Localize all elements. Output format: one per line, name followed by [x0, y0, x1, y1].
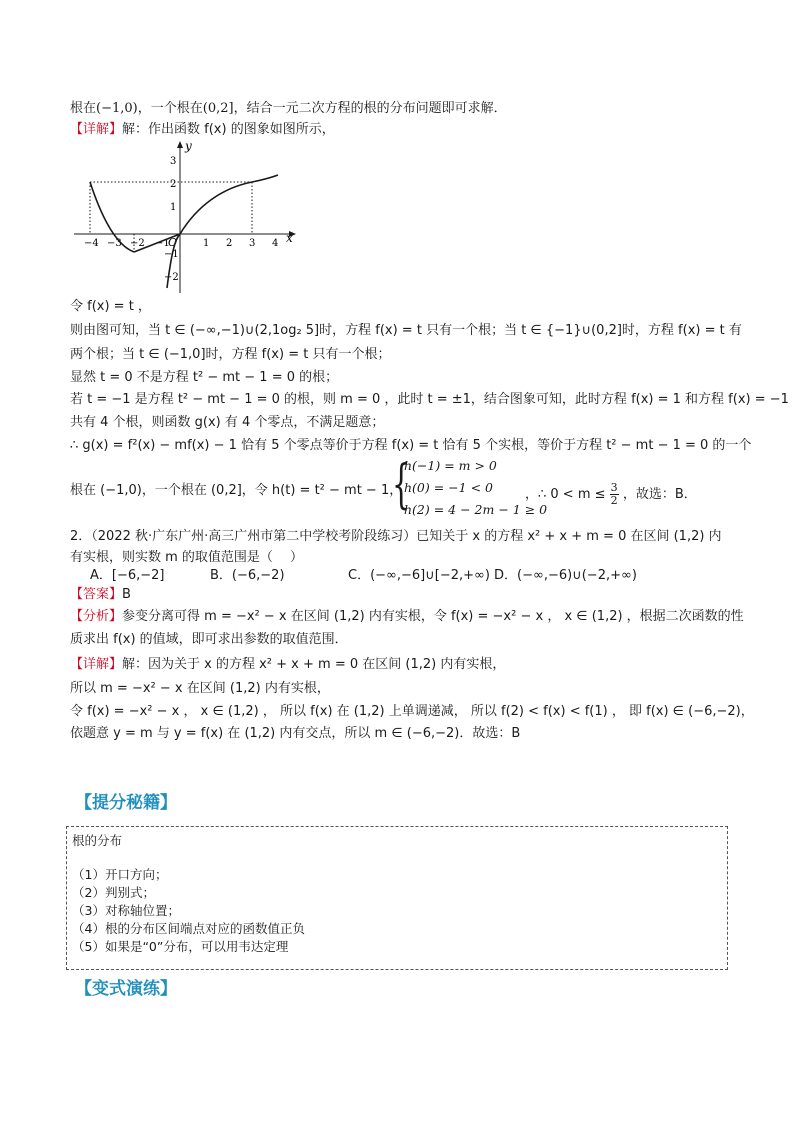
x-tick-label: 4	[272, 238, 279, 249]
x-tick-label: 1	[203, 238, 210, 249]
x-tick-label: −4	[84, 238, 99, 249]
answer-tag: 【答案】	[70, 587, 123, 602]
x-tick-label: 2	[226, 238, 233, 249]
equation-system: { h(−1) = m > 0 h(0) = −1 < 0 h(2) = 4 − 2m − 1 ≥ 0	[392, 455, 548, 517]
text-line: 所以 m = −x² − x 在区间 (1,2) 内有实根，	[70, 681, 330, 696]
text-line: 依题意 y = m 与 y = f(x) 在 (1,2) 内有交点，所以 m ∈ (−6,−2)．故选：B	[70, 726, 521, 741]
list-item: （5）如果是“0”分布，可以用韦达定理	[72, 939, 289, 954]
option-b: B．(−6,−2)	[210, 568, 285, 583]
y-tick-label: −2	[164, 272, 179, 283]
tips-box-title: 根的分布	[72, 833, 123, 848]
analysis-line: 【分析】参变分离可得 m = −x² − x 在区间 (1,2) 内有实根，令 f(x) = −x² − x ， x ∈ (1,2) ，根据二次函数的性	[70, 609, 744, 624]
text-line: ，∴ 0 < m ≤ $\frac{3}{2}$ ，故选：B．	[525, 481, 697, 507]
text-line: 显然 t = 0 不是方程 t² − mt − 1 = 0 的根；	[70, 370, 339, 385]
list-item: （3）对称轴位置；	[72, 903, 180, 918]
x-tick-label: 3	[249, 238, 256, 249]
fraction: $\frac{3}{2}$	[610, 481, 618, 507]
text-line: 质求出 f(x) 的值域，即可求出参数的取值范围．	[70, 632, 348, 647]
detail-line: 【详解】解：因为关于 x 的方程 x² + x + m = 0 在区间 (1,2) 内有实根，	[70, 657, 506, 672]
function-graph	[72, 138, 302, 298]
text-line: 令 f(x) = t ，	[70, 299, 151, 314]
answer-line: 【答案】B	[70, 587, 131, 602]
tips-box	[66, 826, 728, 970]
list-item: （1）开口方向；	[72, 867, 168, 882]
question-2: 2．（2022 秋·广东广州·高三广州市第二中学校考阶段练习）已知关于 x 的方程 x² + x + m = 0 在区间 (1,2) 内	[70, 529, 722, 544]
text-line: 令 f(x) = −x² − x ， x ∈ (1,2) ， 所以 f(x) 在 (1,2) 上单调递减， 所以 f(2) < f(x) < f(1) ， 即 f(x) ∈ (−6,−2)，	[70, 704, 754, 719]
text-line: 则由图可知，当 t ∈ (−∞,−1)∪(2,1og₂ 5]时，方程 f(x) = t 只有一个根；当 t ∈ {−1}∪(0,2]时，方程 f(x) = t 有	[70, 323, 742, 338]
x-tick-label: −1	[155, 238, 170, 249]
list-item: （4）根的分布区间端点对应的函数值正负	[72, 921, 305, 936]
text-line: ∴ g(x) = f²(x) − mf(x) − 1 恰有 5 个零点等价于方程 f(x) = t 恰有 5 个实根，等价于方程 t² − mt − 1 = 0 的一个	[70, 438, 752, 453]
y-tick-label: 2	[170, 179, 177, 190]
origin-label: O	[168, 236, 178, 249]
y-tick-label: −1	[164, 249, 179, 260]
practice-title: 【变式演练】	[75, 979, 177, 999]
text-line: 有实根，则实数 m 的取值范围是（ ）	[70, 550, 304, 565]
detail-heading: 【详解】解：作出函数 f(x) 的图象如图所示，	[70, 122, 335, 137]
text-line: 两个根；当 t ∈ (−1,0]时，方程 f(x) = t 只有一个根；	[70, 347, 391, 362]
x-axis-label: x	[286, 231, 293, 245]
x-tick-label: −3	[107, 238, 122, 249]
list-item: （2）判别式；	[72, 885, 155, 900]
detail-tag: 【详解】	[70, 122, 123, 137]
text-line: 共有 4 个根，则函数 g(x) 有 4 个零点，不满足题意；	[70, 415, 385, 430]
analysis-tag: 【分析】	[70, 609, 123, 624]
text-line: 根在 (−1,0)，一个根在 (0,2]，令 h(t) = t² − mt − 1，	[70, 483, 403, 498]
y-tick-label: 3	[170, 156, 177, 167]
tips-title: 【提分秘籍】	[75, 793, 177, 813]
option-c-d: C．(−∞,−6]∪[−2,+∞) D．(−∞,−6)∪(−2,+∞)	[348, 568, 637, 583]
detail-tag: 【详解】	[70, 657, 123, 672]
option-a: A．[−6,−2]	[90, 568, 165, 583]
y-axis-label: y	[185, 139, 192, 153]
text-line: 根在(−1,0)，一个根在(0,2]，结合一元二次方程的根的分布问题即可求解．	[70, 101, 507, 116]
y-tick-label: 1	[170, 202, 177, 213]
text-line: 若 t = −1 是方程 t² − mt − 1 = 0 的根，则 m = 0 ，此时 t = ±1，结合图象可知，此时方程 f(x) = 1 和方程 f(x) = −1	[70, 392, 789, 407]
x-tick-label: −2	[130, 238, 145, 249]
